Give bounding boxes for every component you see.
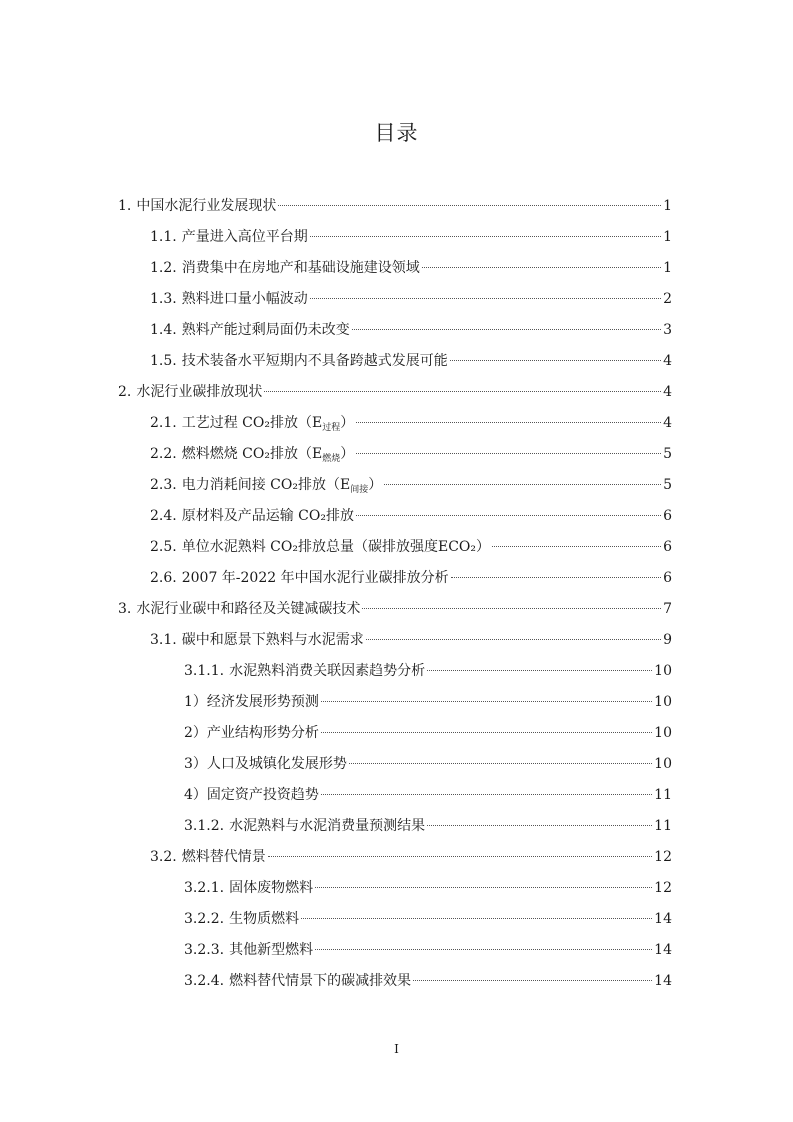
dot-leader: [450, 360, 661, 361]
toc-entry-1-2[interactable]: [150, 253, 672, 284]
toc-entry-number: 1.5.: [150, 353, 177, 369]
toc-entry-number: 2.1.: [150, 415, 177, 431]
toc-entry-number: 3.2.4.: [184, 973, 225, 989]
dot-leader: [315, 887, 652, 888]
toc-entry-2-5[interactable]: [150, 532, 672, 563]
toc-entry-page: 10: [654, 663, 672, 679]
toc-entry-3-2-1[interactable]: [184, 873, 672, 904]
toc-entry-2-2[interactable]: [150, 439, 672, 470]
toc-entry-number: 1.4.: [150, 322, 177, 338]
toc-entry-1-1[interactable]: [150, 222, 672, 253]
toc-entry-2-1[interactable]: [150, 408, 672, 439]
toc-entry-number: 1.1.: [150, 229, 177, 245]
toc-entry-3-1-1-item-3[interactable]: [184, 749, 672, 780]
toc-entry-page: 1: [663, 260, 672, 276]
toc-entry-title: 碳中和愿景下熟料与水泥需求: [181, 632, 364, 648]
toc-entry-title: 原材料及产品运输 CO₂排放: [181, 508, 354, 524]
toc-entry-title: 单位水泥熟料 CO₂排放总量（碳排放强度ECO₂）: [181, 539, 490, 555]
dot-leader: [384, 484, 661, 485]
dot-leader: [268, 856, 652, 857]
toc-entry-1-4[interactable]: [150, 315, 672, 346]
toc-entry-title: 其他新型燃料: [229, 942, 314, 958]
toc-entry-3-1-1-item-2[interactable]: [184, 718, 672, 749]
toc-entry-3-2[interactable]: [150, 842, 672, 873]
dot-leader: [278, 205, 661, 206]
toc-entry-title: 水泥行业碳中和路径及关键减碳技术: [136, 601, 361, 617]
toc-entry-title: 产量进入高位平台期: [181, 229, 308, 245]
toc-entry-number: 1.2.: [150, 260, 177, 276]
dot-leader: [366, 639, 661, 640]
toc-entry-2-3[interactable]: [150, 470, 672, 501]
toc-entry-page: 2: [663, 291, 672, 307]
dot-leader: [427, 825, 652, 826]
dot-leader: [321, 732, 652, 733]
toc-entry-page: 6: [663, 508, 672, 524]
dot-leader: [422, 267, 661, 268]
toc-entry-number: 4）: [184, 787, 207, 803]
dot-leader: [413, 980, 652, 981]
toc-entry-number: 2.2.: [150, 446, 177, 462]
toc-entry-page: 11: [654, 818, 672, 834]
toc-entry-page: 14: [654, 942, 672, 958]
dot-leader: [451, 577, 661, 578]
toc-entry-title: 电力消耗间接 CO₂排放$(E_{间接})$: [181, 477, 383, 495]
toc-entry-title: 生物质燃料: [229, 911, 300, 927]
dot-leader: [321, 701, 652, 702]
toc-entry-number: 2）: [184, 725, 207, 741]
toc-entry-title: 熟料进口量小幅波动: [181, 291, 308, 307]
toc-entry-number: 3.1.1.: [184, 663, 225, 679]
toc-entry-number: 3.2.2.: [184, 911, 225, 927]
toc-entry-title: 人口及城镇化发展形势: [206, 756, 347, 772]
toc-entry-title: 固定资产投资趋势: [206, 787, 319, 803]
toc-entry-page: 12: [654, 849, 672, 865]
toc-entry-page: 6: [663, 570, 672, 586]
toc-entry-3-1-1-item-4[interactable]: [184, 780, 672, 811]
toc-entry-title: 技术装备水平短期内不具备跨越式发展可能: [181, 353, 448, 369]
toc-entry-title: 燃料燃烧 CO₂排放$(E_{燃烧})$: [181, 446, 355, 464]
dot-leader: [362, 608, 661, 609]
dot-leader: [310, 298, 661, 299]
toc-entry-3-2-2[interactable]: [184, 904, 672, 935]
dot-leader: [315, 949, 652, 950]
toc-entry-page: 6: [663, 539, 672, 555]
toc-entry-page: 14: [654, 911, 672, 927]
dot-leader: [427, 670, 652, 671]
dot-leader: [310, 236, 661, 237]
toc-entry-page: 5: [663, 477, 672, 493]
toc-entry-page: 11: [654, 787, 672, 803]
toc-entry-2-6[interactable]: [150, 563, 672, 594]
toc-entry-title: 水泥熟料与水泥消费量预测结果: [229, 818, 426, 834]
toc-entry-page: 4: [663, 384, 672, 400]
dot-leader: [356, 453, 661, 454]
toc-entry-page: 10: [654, 725, 672, 741]
toc-entry-page: 4: [663, 353, 672, 369]
toc-entry-number: 2.: [118, 384, 132, 400]
dot-leader: [301, 918, 652, 919]
toc-entry-page: 4: [663, 415, 672, 431]
toc-entry-title: 工艺过程 CO₂排放$(E_{过程})$: [181, 415, 355, 433]
dot-leader: [349, 763, 652, 764]
dot-leader: [492, 546, 661, 547]
page-title: 目录: [374, 121, 419, 145]
toc-entry-3-2-4[interactable]: [184, 966, 672, 997]
toc-entry-title: 产业结构形势分析: [206, 725, 319, 741]
toc-entry-number: 3.1.2.: [184, 818, 225, 834]
dot-leader: [356, 515, 661, 516]
page-number: I: [394, 1042, 399, 1056]
toc-entry-number: 2.4.: [150, 508, 177, 524]
toc-entry-title: 熟料产能过剩局面仍未改变: [181, 322, 350, 338]
toc-entry-page: 3: [663, 322, 672, 338]
toc-entry-page: 12: [654, 880, 672, 896]
dot-leader: [264, 391, 661, 392]
toc-entry-number: 3）: [184, 756, 207, 772]
toc-entry-number: 1.3.: [150, 291, 177, 307]
toc-entry-title: 2007 年-2022 年中国水泥行业碳排放分析: [181, 570, 449, 586]
toc-entry-number: 2.5.: [150, 539, 177, 555]
toc-entry-number: 1）: [184, 694, 207, 710]
toc-entry-2-4[interactable]: [150, 501, 672, 532]
toc-entry-3-1[interactable]: [150, 625, 672, 656]
toc-entry-3-1-1[interactable]: [184, 656, 672, 687]
toc-entry-number: 2.3.: [150, 477, 177, 493]
toc-entry-page: 5: [663, 446, 672, 462]
toc-entry-1-5[interactable]: [150, 346, 672, 377]
toc-entry-title: 燃料替代情景: [181, 849, 266, 865]
toc-entry-3-1-2[interactable]: [184, 811, 672, 842]
toc-entry-2[interactable]: [118, 377, 672, 408]
toc-entry-title: 消费集中在房地产和基础设施建设领域: [181, 260, 420, 276]
toc-entry-number: 3.: [118, 601, 132, 617]
dot-leader: [356, 422, 661, 423]
table-of-contents: [0, 191, 793, 997]
toc-entry-3-1-1-item-1[interactable]: [184, 687, 672, 718]
toc-entry-title: 水泥熟料消费关联因素趋势分析: [229, 663, 426, 679]
toc-entry-number: 2.6.: [150, 570, 177, 586]
toc-entry-page: 1: [663, 229, 672, 245]
toc-entry-title: 经济发展形势预测: [206, 694, 319, 710]
toc-entry-page: 1: [663, 198, 672, 214]
toc-entry-page: 10: [654, 756, 672, 772]
toc-entry-title: 中国水泥行业发展现状: [136, 198, 277, 214]
toc-entry-page: 7: [663, 601, 672, 617]
toc-entry-number: 3.2.: [150, 849, 177, 865]
toc-entry-1-3[interactable]: [150, 284, 672, 315]
toc-entry-number: 3.2.3.: [184, 942, 225, 958]
toc-entry-number: 3.2.1.: [184, 880, 225, 896]
toc-entry-page: 10: [654, 694, 672, 710]
toc-entry-title: 燃料替代情景下的碳减排效果: [229, 973, 412, 989]
toc-entry-3[interactable]: [118, 594, 672, 625]
toc-entry-number: 1.: [118, 198, 132, 214]
dot-leader: [352, 329, 661, 330]
toc-entry-page: 9: [663, 632, 672, 648]
toc-entry-title: 固体废物燃料: [229, 880, 314, 896]
dot-leader: [321, 794, 652, 795]
toc-entry-3-2-3[interactable]: [184, 935, 672, 966]
toc-entry-page: 14: [654, 973, 672, 989]
toc-entry-title: 水泥行业碳排放现状: [136, 384, 263, 400]
toc-entry-number: 3.1.: [150, 632, 177, 648]
toc-entry-1[interactable]: [118, 191, 672, 222]
